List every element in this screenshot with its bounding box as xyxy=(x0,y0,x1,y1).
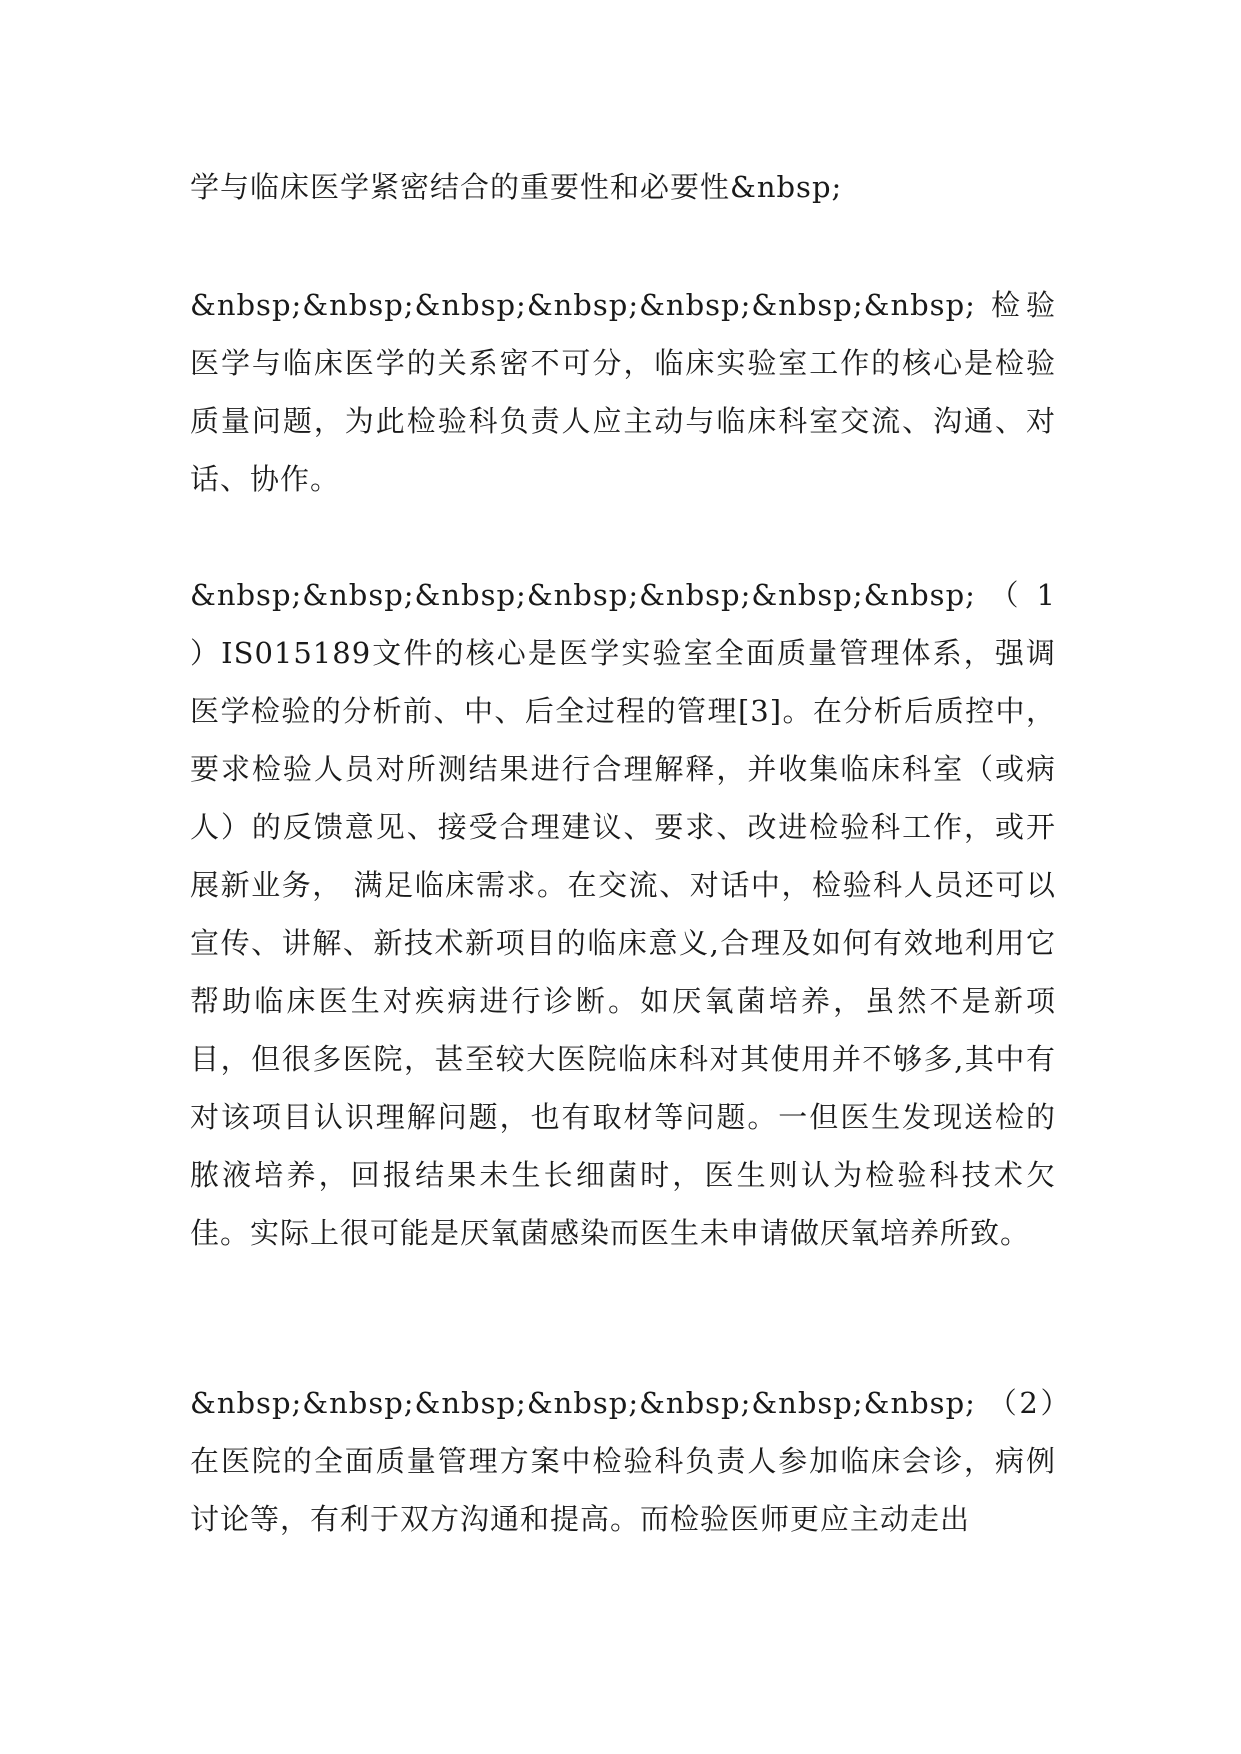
paragraph-4: &nbsp;&nbsp;&nbsp;&nbsp;&nbsp;&nbsp;&nbsp; （2）在医院的全面质量管理方案中检验科负责人参加临床会诊，病例讨论等，有利于双方沟通和提高。而检验医师更应主动走出 xyxy=(190,1386,1056,1536)
paragraph-3: &nbsp;&nbsp;&nbsp;&nbsp;&nbsp;&nbsp;&nbsp; （ 1 ）IS015189文件的核心是医学实验室全面质量管理体系，强调医学检验的分析前、中、后全过程的管理[3]。在分析后质控中，要求检验人员对所测结果进行合理解释，并收集临床科室（或病人）的反馈意见、接受合理建议、要求、改进检验科工作，或开展新业务， 满足临床需求。在交流、对话中，检验科人员还可以宣传、讲解、新技术新项目的临床意义,合理及如何有效地利用它帮助临床医生对疾病进行诊断。如厌氧菌培养，虽然不是新项目，但很多医院，甚至较大医院临床科对其使用并不够多,其中有对该项目认识理解问题，也有取材等问题。一但医生发现送检的脓液培养，回报结果未生长细菌时，医生则认为检验科技术欠佳。实际上很可能是厌氧菌感染而医生未申请做厌氧培养所致。 xyxy=(190,578,1056,1250)
paragraph-1: 学与临床医学紧密结合的重要性和必要性&nbsp; xyxy=(190,170,843,204)
paragraph-2: &nbsp;&nbsp;&nbsp;&nbsp;&nbsp;&nbsp;&nbsp; 检验医学与临床医学的关系密不可分，临床实验室工作的核心是检验质量问题，为此检验科负责人应主动与临床科室交流、沟通、对话、协作。 xyxy=(190,288,1056,496)
